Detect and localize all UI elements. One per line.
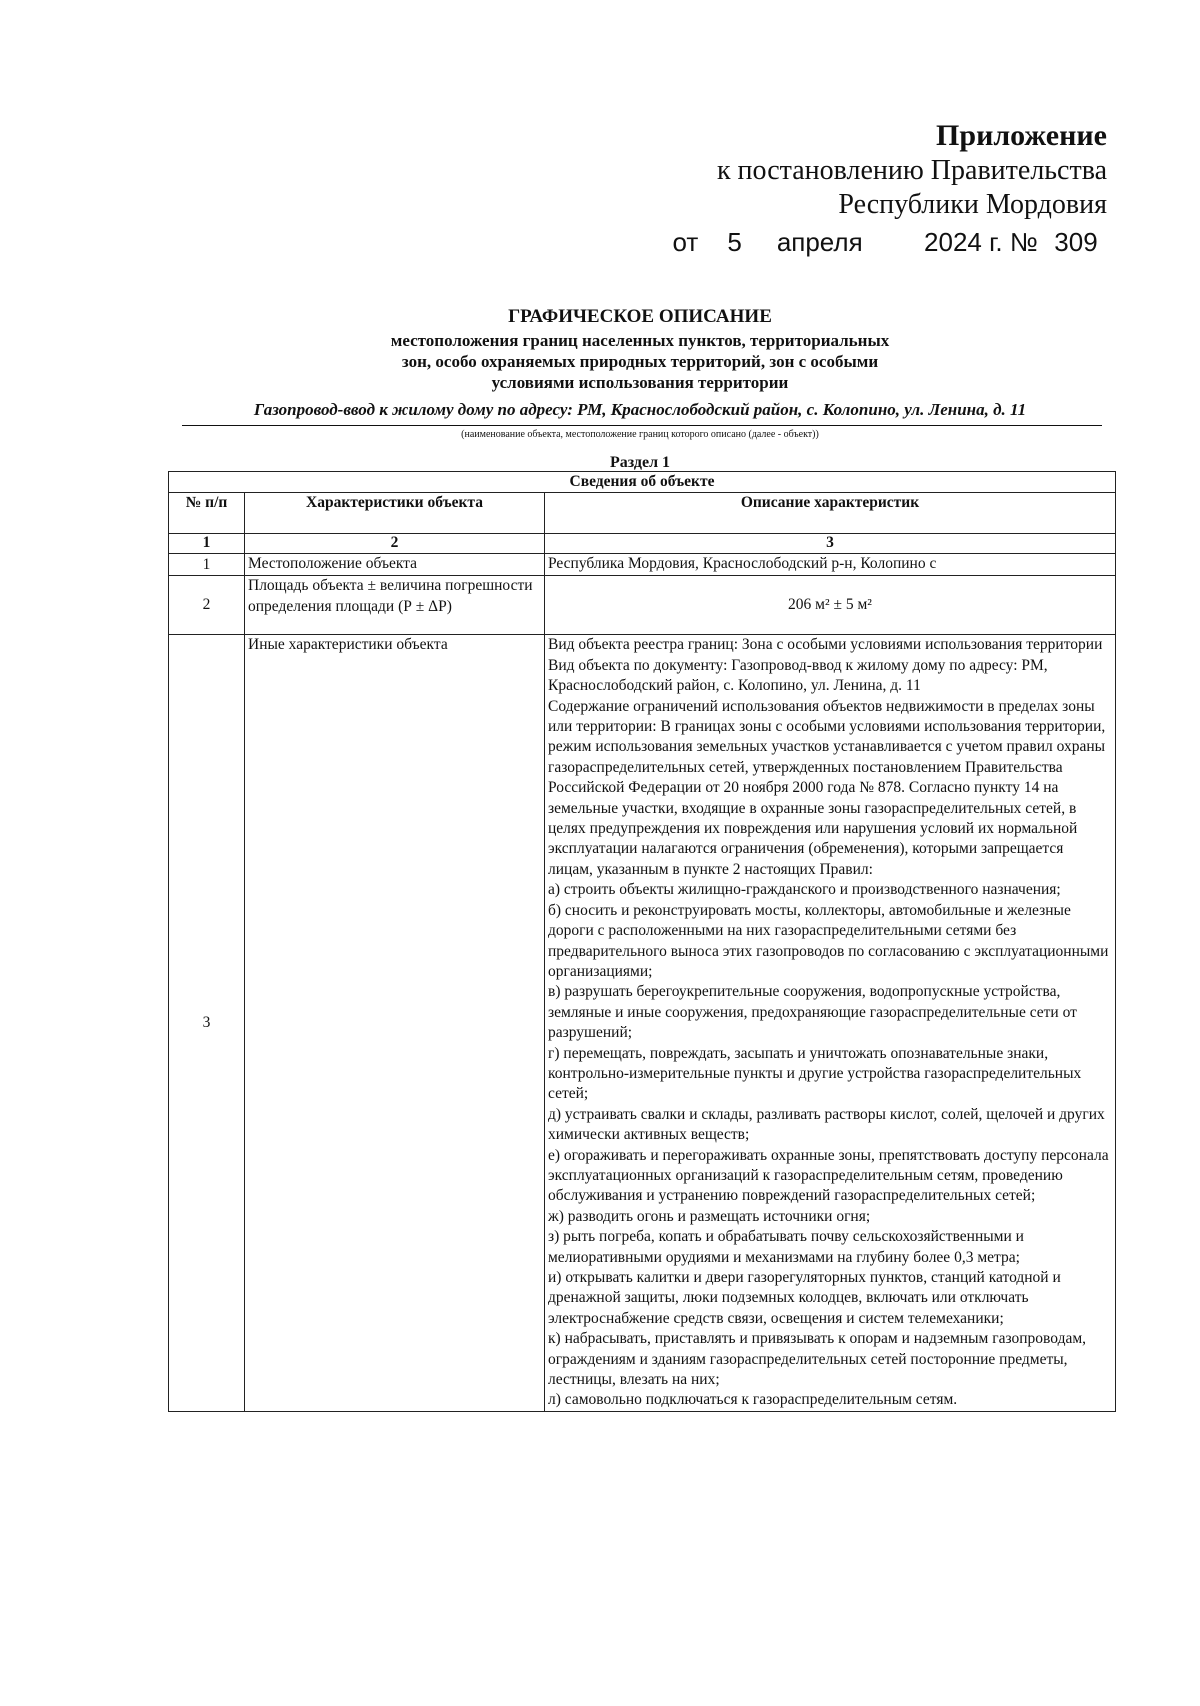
section-title: Раздел 1	[609, 454, 671, 471]
column-number: 1	[169, 534, 245, 554]
table-column-numbers-row	[169, 534, 1116, 554]
appendix-date	[673, 224, 1107, 260]
subtitle-line: зон, особо охраняемых природных территорий, зон с особыми	[401, 352, 879, 371]
appendix-line-1: к постановлению Правительства	[716, 155, 1107, 186]
appendix-line-2: Республики Мордовия	[838, 189, 1107, 220]
table-row	[169, 576, 1116, 635]
object-caption: (наименование объекта, местоположение границ которого описано (далее - объект))	[461, 429, 819, 440]
column-number: 3	[545, 534, 1116, 554]
table-caption: Сведения об объекте	[169, 472, 1116, 493]
column-header-description: Описание характеристик	[545, 493, 1116, 534]
date-number: 309	[1054, 227, 1098, 257]
date-day: 5	[727, 227, 742, 257]
row-characteristic: Местоположение объекта	[245, 554, 545, 576]
row-number: 2	[169, 576, 245, 635]
date-prefix: от	[672, 227, 699, 257]
row-description: 206 м² ± 5 м²	[545, 576, 1116, 635]
row-number: 1	[169, 554, 245, 576]
document-title: ГРАФИЧЕСКОЕ ОПИСАНИЕ	[508, 306, 772, 327]
document-subtitle	[175, 330, 1105, 393]
subtitle-line: местоположения границ населенных пунктов, территориальных	[390, 331, 890, 350]
column-header-characteristic: Характеристики объекта	[245, 493, 545, 534]
appendix-block	[673, 118, 1107, 260]
row-characteristic: Площадь объекта ± величина погрешности определения площади (Р ± ΔР)	[245, 576, 545, 635]
column-number: 2	[245, 534, 545, 554]
subtitle-line: условиями использования территории	[491, 373, 789, 392]
object-name: Газопровод-ввод к жилому дому по адресу: РМ, Краснослободский район, с. Колопино, ул. Ленина, д. 11	[253, 400, 1027, 419]
object-info-table	[168, 471, 1116, 1412]
table-row	[169, 554, 1116, 576]
table-caption-row	[169, 472, 1116, 493]
row-description: Вид объекта реестра границ: Зона с особыми условиями использования территории Вид объекта по документу: Газопровод-ввод к жилому дому по адресу: РМ, Краснослободский район, с. Колопино, ул. Ленина, д. 11 Содержание ограничений использования объектов недвижимости в пределах зоны или территории: В границах зоны с особыми условиями использования территории, режим использования земельных участков устанавливается с учетом правил охраны газораспределительных сетей, утвержденных постановлением Правительства Российской Федерации от 20 ноября 2000 года № 878. Согласно пункту 14 на земельные участки, входящие в охранные зоны газораспределительных сетей, в целях предупреждения их повреждения или нарушения условий их нормальной эксплуатации налагаются ограничения (обременения), которыми запрещается лицам, указанным в пункте 2 настоящих Правил: а) строить объекты жилищно-гражданского и производственного назначения; б) сносить и реконструировать мосты, коллекторы, автомобильные и железные дороги с расположенными на них газораспределительными сетями без предварительного выноса этих газопроводов по согласованию с эксплуатационными организациями; в) разрушать берегоукрепительные сооружения, водопропускные устройства, земляные и иные сооружения, предохраняющие газораспределительные сети от разрушений; г) перемещать, повреждать, засыпать и уничтожать опознавательные знаки, контрольно-измерительные пункты и другие устройства газораспределительных сетей; д) устраивать свалки и склады, разливать растворы кислот, солей, щелочей и других химически активных веществ; е) огораживать и перегораживать охранные зоны, препятствовать доступу персонала эксплуатационных организаций к газораспределительным сетям, проведению обслуживания и устранению повреждений газораспределительных сетей; ж) разводить огонь и размещать источники огня; з) рыть погреба, копать и обрабатывать почву сельскохозяйственными и мелиоративными орудиями и механизмами на глубину более 0,3 метра; и) открывать калитки и двери газорегуляторных пунктов, станций катодной и дренажной защиты, люки подземных колодцев, включать или отключать электроснабжение средств связи, освещения и систем телемеханики; к) набрасывать, приставлять и привязывать к опорам и надземным газопроводам, ограждениям и зданиям газораспределительных сетей посторонние предметы, лестницы, влезать на них; л) самовольно подключаться к газораспределительным сетям.	[545, 635, 1116, 1411]
column-header-num: № п/п	[169, 493, 245, 534]
row-characteristic: Иные характеристики объекта	[245, 635, 545, 1411]
appendix-title: Приложение	[936, 119, 1107, 152]
row-description: Республика Мордовия, Краснослободский р-н, Колопино с	[545, 554, 1116, 576]
row-number: 3	[169, 635, 245, 1411]
table-header-row	[169, 493, 1116, 534]
date-month: апреля	[776, 227, 863, 257]
date-year: 2024 г. №	[924, 227, 1038, 257]
table-row	[169, 635, 1116, 1411]
object-underline	[182, 425, 1102, 426]
